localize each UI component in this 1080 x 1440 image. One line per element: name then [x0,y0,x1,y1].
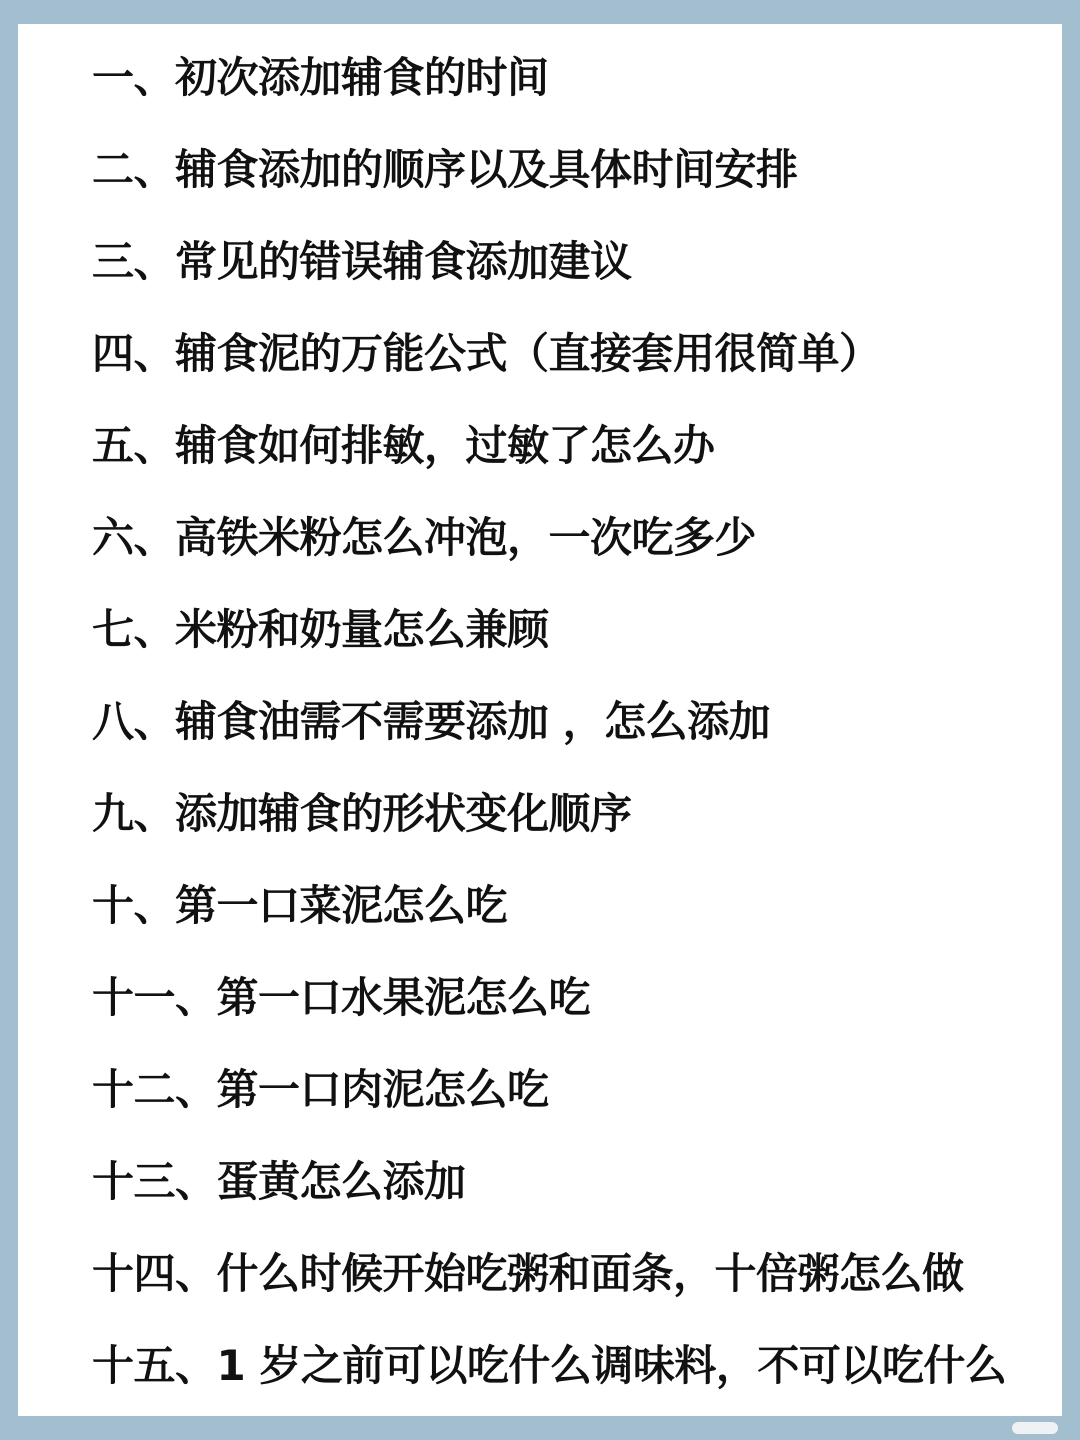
watermark-mark [1012,1422,1058,1434]
list-item: 一、初次添加辅食的时间 [92,53,549,102]
list-item: 十四、什么时候开始吃粥和面条，十倍粥怎么做 [92,1249,964,1298]
table-of-contents [92,46,1052,1426]
list-item: 七、米粉和奶量怎么兼顾 [92,605,549,654]
list-item: 十三、蛋黄怎么添加 [92,1157,466,1206]
list-item: 九、添加辅食的形状变化顺序 [92,789,632,838]
list-item: 四、辅食泥的万能公式（直接套用很简单） [92,329,881,378]
list-item: 二、辅食添加的顺序以及具体时间安排 [92,145,798,194]
list-item: 十二、第一口肉泥怎么吃 [92,1065,549,1114]
list-item: 三、常见的错误辅食添加建议 [92,237,632,286]
list-item: 十一、第一口水果泥怎么吃 [92,973,591,1022]
content-card [18,24,1062,1416]
list-item: 十五、1 岁之前可以吃什么调味料，不可以吃什么 [92,1341,1007,1390]
list-item: 十、第一口菜泥怎么吃 [92,881,508,930]
list-item: 六、高铁米粉怎么冲泡，一次吃多少 [92,513,757,562]
list-item: 八、辅食油需不需要添加 ，怎么添加 [92,697,771,746]
list-item: 五、辅食如何排敏，过敏了怎么办 [92,421,715,470]
